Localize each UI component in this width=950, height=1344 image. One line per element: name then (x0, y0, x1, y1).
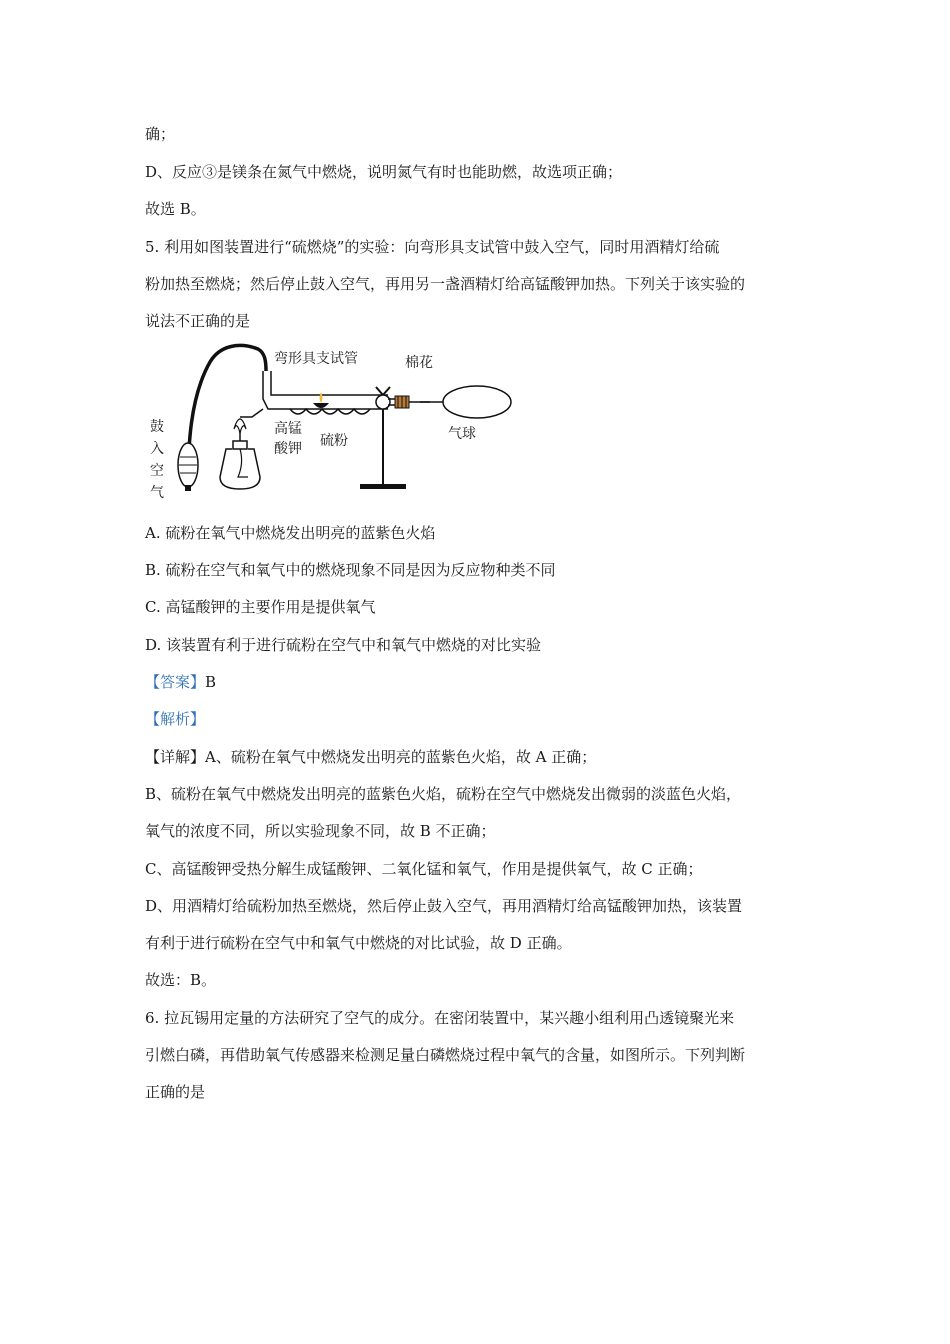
apparatus-diagram (140, 337, 440, 512)
question-5-stem: 说法不正确的是 (145, 312, 251, 330)
detail-text: A、硫粉在氧气中燃烧发出明亮的蓝紫色火焰，故 A 正确； (205, 748, 597, 766)
text-line: 确； (145, 125, 176, 143)
detail-tag: 【详解】 (145, 748, 206, 766)
question-6-stem: 6. 拉瓦锡用定量的方法研究了空气的成分。在密闭装置中，某兴趣小组利用凸透镜聚光来 (145, 1009, 735, 1027)
sulfur-powder (313, 403, 329, 408)
option-d: D. 该装置有利于进行硫粉在空气中和氧气中燃烧的对比实验 (145, 636, 542, 654)
balloon (443, 386, 511, 418)
option-b: B. 硫粉在空气和氧气中的燃烧现象不同是因为反应物种类不同 (145, 561, 556, 579)
question-6-stem: 引燃白磷，再借助氧气传感器来检测足量白磷燃烧过程中氧气的含量，如图所示。下列判断 (145, 1046, 746, 1064)
detail-line (145, 747, 596, 767)
analysis-line (145, 709, 205, 729)
answer-tag: 【答案】 (145, 673, 206, 691)
balloon-label: 气球 (448, 426, 476, 442)
detail-line: D、用酒精灯给硫粉加热至燃烧，然后停止鼓入空气，再用酒精灯给高锰酸钾加热，该装置 (145, 897, 743, 915)
kmno4-label: 高锰 (274, 421, 302, 437)
sulfur-label: 硫粉 (320, 433, 348, 449)
answer-value: B (205, 673, 217, 691)
lamp-flame (234, 419, 246, 433)
blow-label: 气 (150, 485, 164, 501)
analysis-tag: 【解析】 (145, 710, 206, 728)
blow-label: 空 (150, 463, 164, 479)
detail-line: B、硫粉在氧气中燃烧发出明亮的蓝紫色火焰，硫粉在空气中燃烧发出微弱的淡蓝色火焰， (145, 785, 742, 803)
apparatus-figure (140, 337, 440, 512)
detail-line: 有利于进行硫粉在空气中和氧气中燃烧的对比试验，故 D 正确。 (145, 934, 572, 952)
sulfur-flame (320, 392, 323, 403)
question-6-stem: 正确的是 (145, 1083, 206, 1101)
detail-line: C、高锰酸钾受热分解生成锰酸钾、二氧化锰和氧气，作用是提供氧气，故 C 正确； (145, 860, 703, 878)
detail-line: 故选：B。 (145, 971, 217, 989)
detail-line: 氧气的浓度不同，所以实验现象不同，故 B 不正确； (145, 822, 496, 840)
option-a: A. 硫粉在氧气中燃烧发出明亮的蓝紫色火焰 (145, 524, 436, 542)
answer-line (145, 672, 216, 692)
balloon-diagram (420, 380, 530, 450)
option-c: C. 高锰酸钾的主要作用是提供氧气 (145, 598, 376, 616)
kmno4-label: 酸钾 (274, 441, 302, 457)
question-5-stem: 粉加热至燃烧；然后停止鼓入空气，再用另一盏酒精灯给高锰酸钾加热。下列关于该实验的 (145, 275, 746, 293)
question-5-stem: 5. 利用如图装置进行“硫燃烧”的实验：向弯形具支试管中鼓入空气，同时用酒精灯给硫 (145, 238, 720, 256)
blow-label: 入 (150, 441, 164, 457)
text-line: D、反应③是镁条在氮气中燃烧，说明氮气有时也能助燃，故选项正确； (145, 163, 623, 181)
cotton-label: 棉花 (405, 355, 433, 371)
blow-label: 鼓 (150, 419, 164, 435)
text-line: 故选 B。 (145, 200, 206, 218)
tube-label: 弯形具支试管 (274, 351, 358, 367)
